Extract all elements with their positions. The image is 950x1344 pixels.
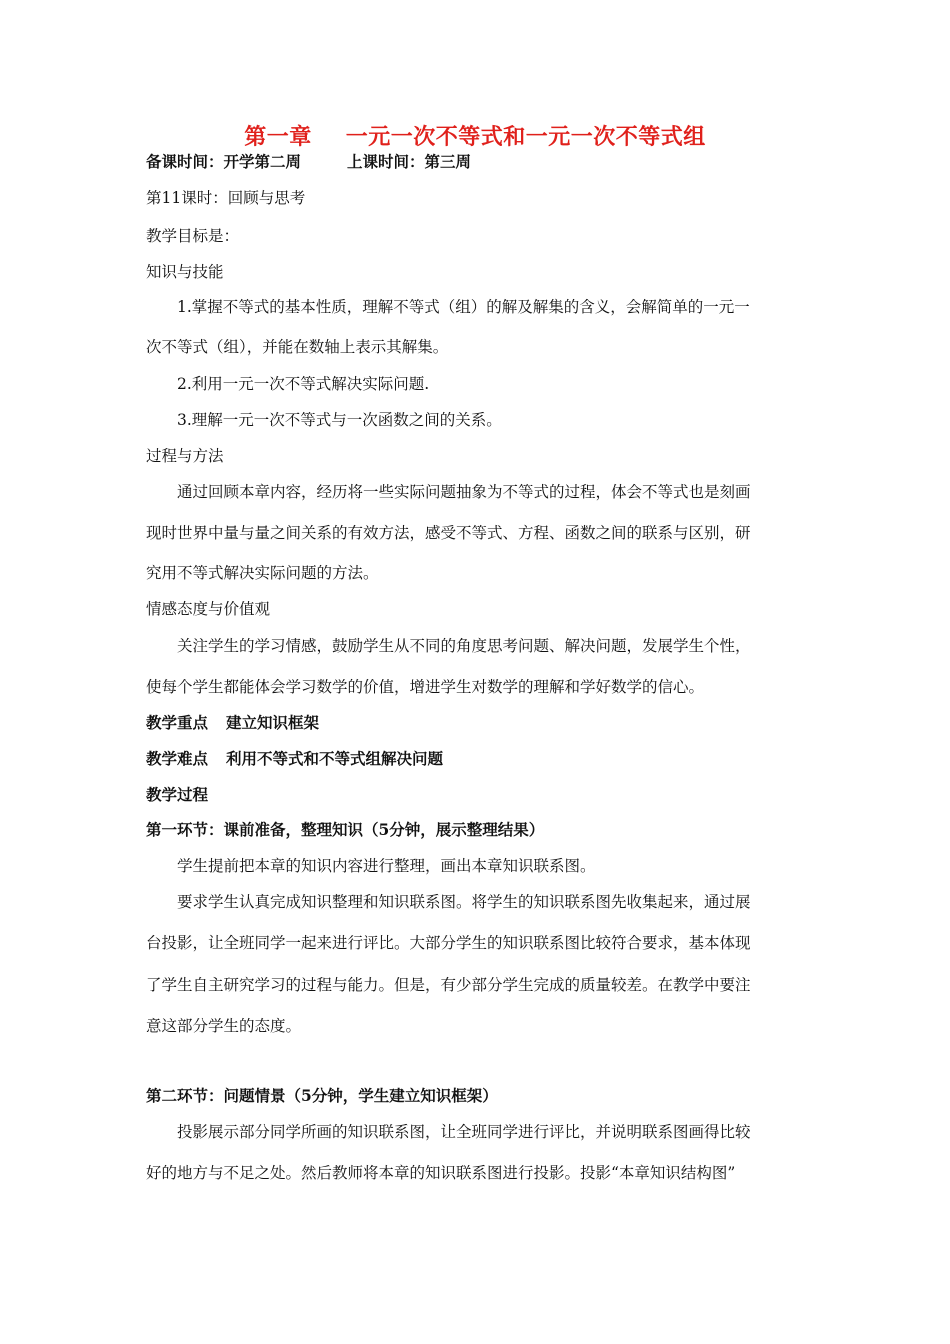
prep-time: 备课时间：开学第二周 [146,152,302,171]
step1-paragraph-2-line-2: 台投影，让全班同学一起来进行评比。大部分学生的知识联系图比较符合要求，基本体现 [146,934,751,952]
process-paragraph-line-1: 通过回顾本章内容，经历将一些实际问题抽象为不等式的过程，体会不等式也是刻画 [177,483,751,501]
teaching-difficult-point [146,749,443,769]
difficult-value: 利用不等式和不等式组解决问题 [226,749,444,768]
chapter-title [0,120,950,151]
step1-paragraph-2-line-4: 意这部分学生的态度。 [146,1017,302,1035]
emotion-paragraph-line-2: 使每个学生都能体会学习数学的价值，增进学生对数学的理解和学好数学的信心。 [146,678,705,696]
procedure-heading: 教学过程 [146,785,209,804]
emotion-heading: 情感态度与价值观 [146,600,271,618]
difficult-label: 教学难点 [146,749,209,768]
process-heading: 过程与方法 [146,447,224,465]
knowledge-heading: 知识与技能 [146,263,224,281]
step1-paragraph-2-line-3: 了学生自主研究学习的过程与能力。但是，有少部分学生完成的质量较差。在教学中要注 [146,976,751,994]
teaching-key-point [146,713,319,733]
knowledge-item-1: 1.掌握不等式的基本性质，理解不等式（组）的解及解集的含义，会解简单的一元一 [177,298,750,316]
key-value: 建立知识框架 [226,713,320,732]
process-paragraph-line-3: 究用不等式解决实际问题的方法。 [146,564,379,582]
step1-heading: 第一环节：课前准备，整理知识（5分钟，展示整理结果） [146,820,545,839]
step2-paragraph-line-2: 好的地方与不足之处。然后教师将本章的知识联系图进行投影。投影“本章知识结构图” [146,1164,736,1182]
chapter-name: 一元一次不等式和一元一次不等式组 [345,124,706,150]
step2-heading: 第二环节：问题情景（5分钟，学生建立知识框架） [146,1086,498,1105]
chapter-number: 第一章 [244,124,312,150]
step2-paragraph-line-1: 投影展示部分同学所画的知识联系图，让全班同学进行评比，并说明联系图画得比较 [177,1123,751,1141]
schedule-line [146,152,471,172]
class-time: 上课时间：第三周 [347,152,472,171]
step1-paragraph-1: 学生提前把本章的知识内容进行整理，画出本章知识联系图。 [177,857,596,875]
knowledge-item-1-cont: 次不等式（组），并能在数轴上表示其解集。 [146,338,449,356]
key-label: 教学重点 [146,713,209,732]
lesson-number: 第11课时：回顾与思考 [146,189,306,207]
objectives-heading: 教学目标是： [146,227,240,245]
knowledge-item-3: 3.理解一元一次不等式与一次函数之间的关系。 [177,411,502,429]
emotion-paragraph-line-1: 关注学生的学习情感，鼓励学生从不同的角度思考问题、解决问题，发展学生个性， [177,637,751,655]
step1-paragraph-2-line-1: 要求学生认真完成知识整理和知识联系图。将学生的知识联系图先收集起来，通过展 [177,893,751,911]
knowledge-item-2: 2.利用一元一次不等式解决实际问题. [177,375,430,393]
process-paragraph-line-2: 现时世界中量与量之间关系的有效方法，感受不等式、方程、函数之间的联系与区别，研 [146,524,751,542]
